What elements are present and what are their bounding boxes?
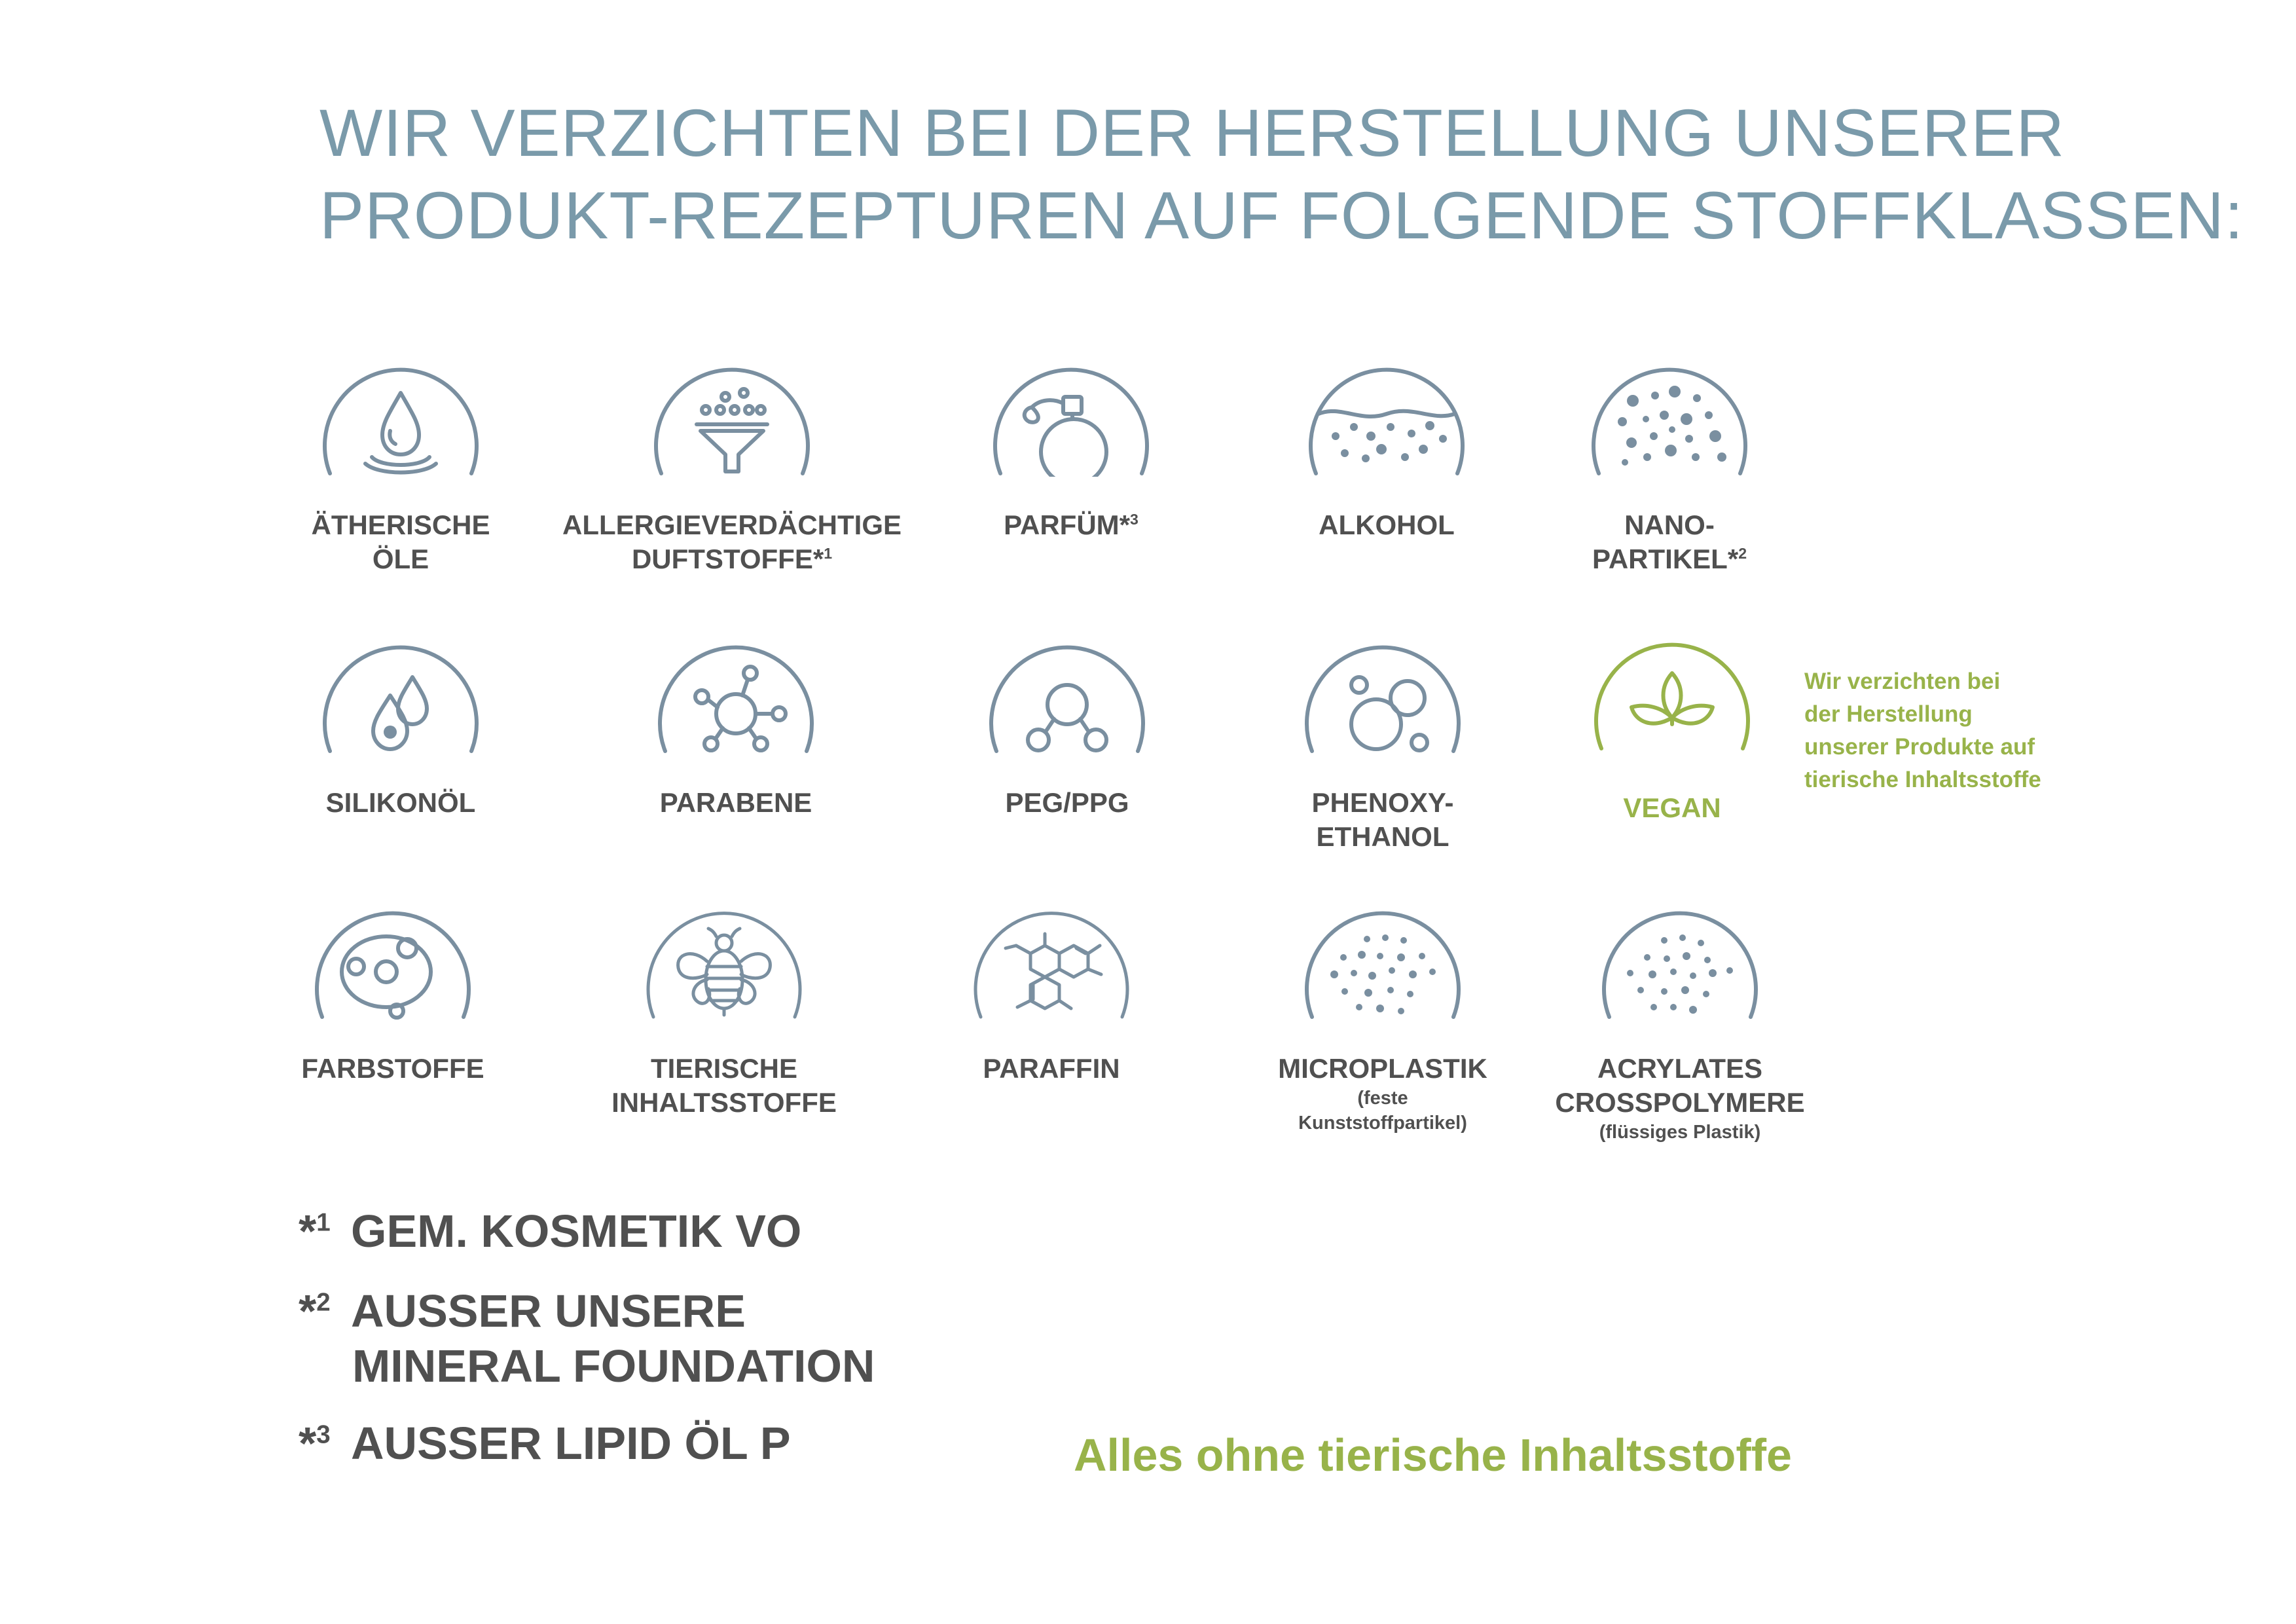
footnote-number: 1 — [316, 1208, 331, 1237]
item-label — [547, 1052, 901, 1120]
footnote-line — [299, 1204, 801, 1259]
vegan-label: VEGAN — [1623, 792, 1721, 823]
item-label-text: PARFÜM* — [1004, 509, 1131, 540]
item-label — [559, 786, 913, 820]
item-vegan — [1495, 634, 1849, 825]
footnote-1 — [299, 1204, 801, 1259]
item-paraffin — [875, 902, 1228, 1086]
item-label — [224, 786, 577, 820]
item-label-line-1 — [894, 508, 1248, 542]
item-label — [224, 508, 577, 576]
item-allergieverdaechtige-duftstoffe — [555, 359, 909, 576]
item-label-line-2: CROSSPOLYMERE — [1555, 1087, 1805, 1118]
item-label-line-1: PARABENE — [659, 787, 812, 818]
footnote-ref: 2 — [1738, 545, 1747, 562]
vegan-note-line-3: unserer Produkte auf — [1804, 734, 2035, 760]
item-label-line-2: ETHANOL — [1316, 821, 1449, 852]
item-parfuem — [894, 359, 1248, 542]
item-label — [890, 786, 1244, 820]
item-sublabel-line-1: (flüssiges Plastik) — [1599, 1122, 1761, 1143]
item-sublabel-line-1: (feste — [1357, 1088, 1408, 1109]
page-title-line-1: WIR VERZICHTEN BEI DER HERSTELLUNG UNSERER — [319, 96, 2066, 170]
footnote-line-2: MINERAL FOUNDATION — [352, 1340, 875, 1392]
item-label-line-1: ALLERGIEVERDÄCHTIGE — [562, 509, 902, 540]
item-label-line-2 — [1493, 542, 1846, 576]
perfume-bottle-icon — [993, 359, 1150, 477]
footnote-text: GEM. KOSMETIK VO — [351, 1206, 802, 1257]
microplastic-icon — [1304, 902, 1461, 1020]
footnote-star: * — [299, 1206, 317, 1257]
page-title-line-2: PRODUKT-REZEPTUREN AUF FOLGENDE STOFFKLASSEN: — [319, 178, 2244, 253]
item-sublabel-line-2: Kunststoffpartikel) — [1298, 1113, 1467, 1134]
footnote-line — [299, 1283, 875, 1338]
item-label-line-1: SILIKONÖL — [325, 787, 476, 818]
item-label — [1493, 508, 1846, 576]
atom-icon — [314, 902, 471, 1020]
footnote-star: * — [299, 1285, 317, 1337]
footnote-number: 3 — [316, 1420, 331, 1449]
vegan-note-line-4: tierische Inhaltsstoffe — [1804, 767, 2041, 792]
item-label-line-1: PEG/PPG — [1005, 787, 1129, 818]
silicone-drops-icon — [322, 637, 479, 754]
tagline: Alles ohne tierische Inhaltsstoffe — [1074, 1430, 1792, 1481]
item-label-line-1: PHENOXY- — [1311, 787, 1454, 818]
item-label-text: PARTIKEL* — [1592, 544, 1739, 574]
item-label-line-1: ALKOHOL — [1319, 509, 1455, 540]
footnote-ref: 1 — [824, 545, 833, 562]
footnote-number: 2 — [316, 1288, 331, 1317]
footnote-3 — [299, 1416, 791, 1471]
nanoparticles-icon — [1591, 359, 1748, 477]
item-acrylates-crosspolymere — [1503, 902, 1857, 1145]
item-peg-ppg — [890, 637, 1244, 820]
item-nanopartikel — [1493, 359, 1846, 576]
item-silikonoel — [224, 637, 577, 820]
footnote-text: AUSSER LIPID ÖL P — [351, 1418, 791, 1469]
footnote-marker — [299, 1204, 351, 1259]
footnote-2 — [299, 1283, 875, 1393]
item-tierische-inhaltsstoffe — [547, 902, 901, 1120]
footnote-ref: 3 — [1130, 511, 1139, 528]
page-title — [319, 92, 2244, 257]
footnote-marker — [299, 1283, 351, 1338]
bee-icon — [646, 902, 803, 1020]
item-label-line-1: ÄTHERISCHE — [311, 509, 490, 540]
item-label-line-1: TIERISCHE — [650, 1053, 798, 1084]
leaf-icon — [1594, 634, 1751, 752]
item-label-line-1: MICROPLASTIK — [1278, 1053, 1487, 1084]
item-label — [216, 1052, 570, 1086]
item-label — [1503, 1052, 1857, 1145]
item-label-line-2 — [555, 542, 909, 576]
hexagon-molecule-icon — [973, 902, 1130, 1020]
droplet-icon — [322, 359, 479, 477]
item-label — [1495, 791, 1849, 825]
footnote-star: * — [299, 1418, 317, 1469]
footnote-line — [299, 1416, 791, 1471]
acrylates-icon — [1601, 902, 1758, 1020]
item-label-line-1: FARBSTOFFE — [301, 1053, 484, 1084]
vegan-note — [1804, 665, 2145, 796]
funnel-icon — [653, 359, 811, 477]
item-label-line-1: NANO- — [1624, 509, 1715, 540]
item-label-line-2: INHALTSSTOFFE — [611, 1087, 837, 1118]
vegan-note-line-2: der Herstellung — [1804, 701, 1973, 727]
paraben-molecule-icon — [657, 637, 814, 754]
item-label-text: DUFTSTOFFE* — [631, 544, 824, 574]
item-label-line-2: ÖLE — [372, 544, 429, 574]
item-aetherische-oele — [224, 359, 577, 576]
item-farbstoffe — [216, 902, 570, 1086]
item-label — [894, 508, 1248, 542]
peg-molecule-icon — [989, 637, 1146, 754]
item-label-line-1: PARAFFIN — [983, 1053, 1120, 1084]
bubbles-icon — [1304, 637, 1461, 754]
item-parabene — [559, 637, 913, 820]
item-label — [875, 1052, 1228, 1086]
vegan-note-line-1: Wir verzichten bei — [1804, 669, 2001, 694]
footnote-marker — [299, 1416, 351, 1471]
item-label — [555, 508, 909, 576]
item-label-line-1: ACRYLATES — [1597, 1053, 1762, 1084]
alcohol-icon — [1308, 359, 1465, 477]
footnote-text: AUSSER UNSERE — [351, 1285, 746, 1337]
